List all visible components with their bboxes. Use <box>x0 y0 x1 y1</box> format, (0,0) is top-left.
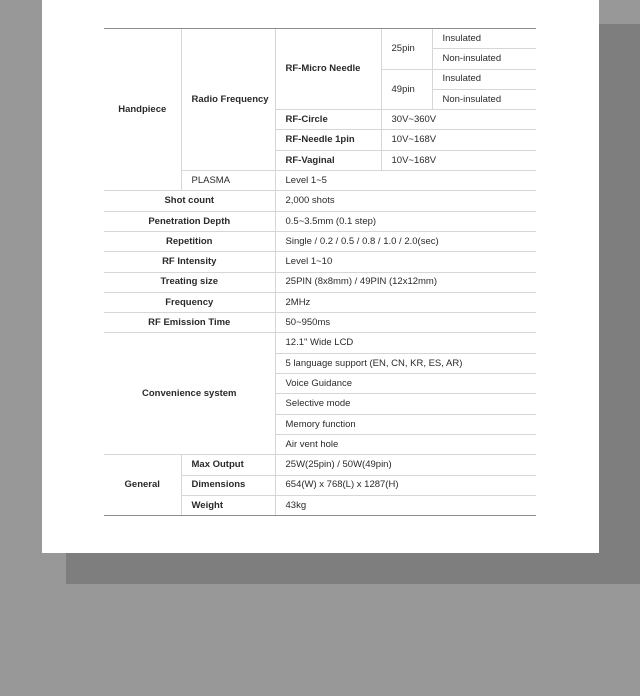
table-row <box>104 313 536 333</box>
spec-value: 50~950ms <box>275 313 536 333</box>
spec-label: RF Intensity <box>104 252 275 272</box>
general-row-value: 25W(25pin) / 50W(49pin) <box>275 455 536 475</box>
spec-value: 2MHz <box>275 292 536 312</box>
insulated-25: Insulated <box>432 29 536 49</box>
spec-label: Frequency <box>104 292 275 312</box>
rf-circle-label: RF-Circle <box>275 110 381 130</box>
table-row <box>104 252 536 272</box>
spec-value: 25PIN (8x8mm) / 49PIN (12x12mm) <box>275 272 536 292</box>
general-label: General <box>104 455 181 516</box>
spec-value: Level 1~10 <box>275 252 536 272</box>
spec-label: RF Emission Time <box>104 313 275 333</box>
general-row-label: Dimensions <box>181 475 275 495</box>
non-insulated-25: Non-insulated <box>432 49 536 69</box>
table-row <box>104 231 536 251</box>
non-insulated-49: Non-insulated <box>432 89 536 109</box>
convenience-item: Voice Guidance <box>275 374 536 394</box>
rf-circle-value: 30V~360V <box>381 110 536 130</box>
convenience-item: Memory function <box>275 414 536 434</box>
pin25-label: 25pin <box>381 29 432 70</box>
spec-value: 2,000 shots <box>275 191 536 211</box>
insulated-49: Insulated <box>432 69 536 89</box>
rf-needle-label: RF-Needle 1pin <box>275 130 381 150</box>
general-row-label: Weight <box>181 495 275 515</box>
spec-sheet <box>42 0 599 553</box>
spec-label: Penetration Depth <box>104 211 275 231</box>
rf-vaginal-label: RF-Vaginal <box>275 150 381 170</box>
table-row <box>104 191 536 211</box>
table-row <box>104 211 536 231</box>
spec-label: Treating size <box>104 272 275 292</box>
convenience-item: 5 language support (EN, CN, KR, ES, AR) <box>275 353 536 373</box>
general-row-value: 654(W) x 768(L) x 1287(H) <box>275 475 536 495</box>
plasma-value: Level 1~5 <box>275 171 536 191</box>
table-row <box>104 292 536 312</box>
spec-value: 0.5~3.5mm (0.1 step) <box>275 211 536 231</box>
plasma-label: PLASMA <box>181 171 275 191</box>
spec-value: Single / 0.2 / 0.5 / 0.8 / 1.0 / 2.0(sec) <box>275 231 536 251</box>
radio-frequency-label: Radio Frequency <box>181 29 275 171</box>
table-row <box>104 272 536 292</box>
convenience-item: Air vent hole <box>275 434 536 454</box>
convenience-item: 12.1" Wide LCD <box>275 333 536 353</box>
table-row <box>104 29 536 49</box>
general-row-value: 43kg <box>275 495 536 515</box>
convenience-label: Convenience system <box>104 333 275 455</box>
convenience-item: Selective mode <box>275 394 536 414</box>
table-row <box>104 455 536 475</box>
handpiece-label: Handpiece <box>104 29 181 191</box>
general-row-label: Max Output <box>181 455 275 475</box>
rf-needle-value: 10V~168V <box>381 130 536 150</box>
spec-label: Shot count <box>104 191 275 211</box>
micro-needle-label: RF-Micro Needle <box>275 29 381 110</box>
table-row <box>104 333 536 353</box>
pin49-label: 49pin <box>381 69 432 110</box>
spec-label: Repetition <box>104 231 275 251</box>
rf-vaginal-value: 10V~168V <box>381 150 536 170</box>
spec-table <box>104 28 536 516</box>
